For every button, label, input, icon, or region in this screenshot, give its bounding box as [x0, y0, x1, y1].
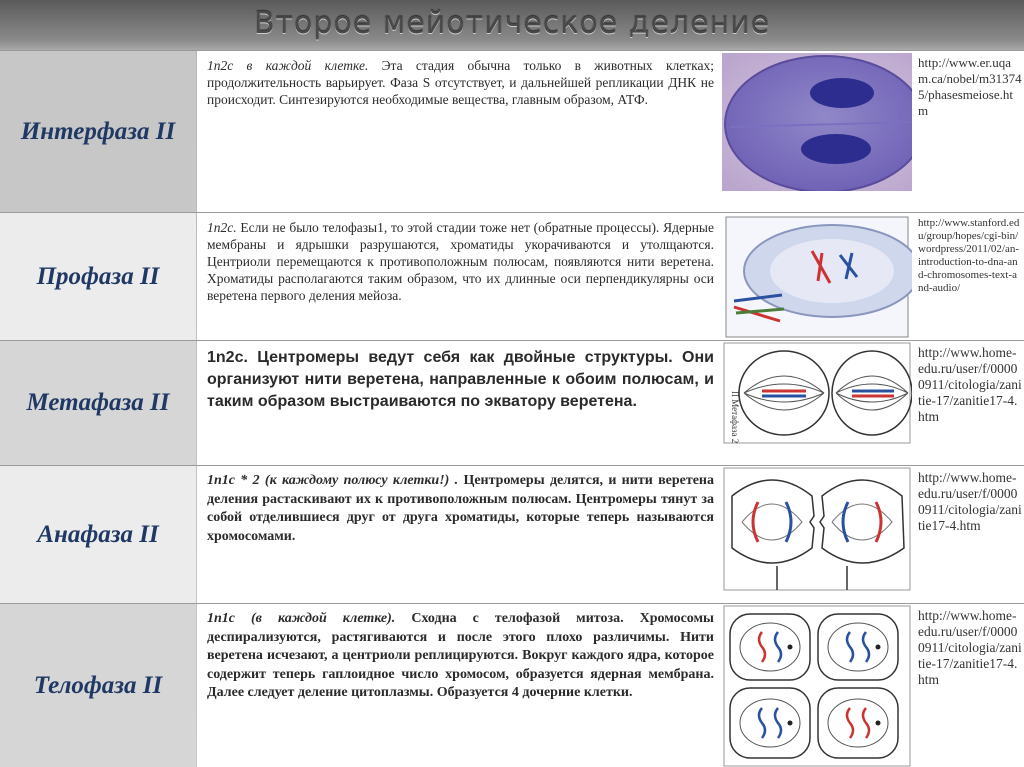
image-label: II Метафаза 2: [730, 391, 740, 444]
phase-name: Интерфаза II: [0, 51, 196, 212]
phase-description: [197, 466, 722, 603]
table-row: [0, 212, 1024, 340]
interphase-micrograph: [722, 51, 912, 212]
phase-formula: 1n2c.: [207, 349, 248, 366]
phase-text: Центромеры ведут себя как двойные структуры. Они организуют нити веретена, направленные к обоим полюсам, и таким образом выстраиваются по экватору веретена.: [207, 349, 714, 410]
phase-name: Метафаза II: [0, 341, 196, 465]
phase-formula: 1n2c в каждой клетке.: [207, 58, 369, 73]
phase-text: Эта стадия обычна только в животных клетках; продолжительность варьирует. Фаза S отсутствует, и дальнейшей репликации ДНК не происходит. Синтезируются необходимые вещества, главным образом, АТФ.: [207, 58, 714, 107]
phase-name: Анафаза II: [0, 466, 196, 603]
metaphase-diagram: [722, 341, 912, 465]
phase-description: [197, 341, 722, 465]
phase-name: Профаза II: [0, 213, 196, 340]
phase-description: [197, 213, 722, 340]
telophase-diagram: [722, 604, 912, 767]
phase-formula: 1n2c.: [207, 220, 237, 235]
source-link[interactable]: http://www.home-edu.ru/user/f/00000911/citologia/zanitie17-4.htm: [912, 466, 1024, 603]
source-link[interactable]: http://www.home-edu.ru/user/f/00000911/citologia/zanitie-17/zanitie17-4.htm: [912, 604, 1024, 767]
phase-formula: 1n1c (в каждой клетке).: [207, 611, 396, 626]
source-link[interactable]: http://www.er.uqam.ca/nobel/m313745/phasesmeiose.htm: [912, 51, 1024, 212]
anaphase-diagram: [722, 466, 912, 603]
phase-text: Сходна с телофазой митоза. Хромосомы деспирализуются, растягиваются и после этого плохо различимы. Нити веретена исчезают, а центриоли реплицируются. Вокруг каждого ядра, которое содержит теперь гаплоидное число хромосом, образуется ядерная мембрана. Далее следует деление цитоплазмы. Образуется 4 дочерние клетки.: [207, 611, 714, 700]
prophase-diagram: [722, 213, 912, 340]
source-link[interactable]: http://www.stanford.edu/group/hopes/cgi-bin/wordpress/2011/02/an-introduction-to-dna-and-chromosomes-text-and-audio/: [912, 213, 1024, 340]
phase-name: Телофаза II: [0, 604, 196, 767]
table-row: [0, 340, 1024, 465]
phase-description: [197, 604, 722, 767]
phase-text: Центромеры делятся, и нити веретена деления растаскивают их к противоположным полюсам. Центромеры тянут за собой отделившиеся друг от друга хроматиды, которые теперь называются хромосомами.: [207, 473, 714, 544]
table-row: [0, 603, 1024, 767]
slide-title: Второе мейотическое деление: [253, 6, 771, 41]
table-row: [0, 50, 1024, 212]
source-link[interactable]: http://www.home-edu.ru/user/f/00000911/citologia/zanitie-17/zanitie17-4.htm: [912, 341, 1024, 465]
table-row: [0, 465, 1024, 603]
phase-formula: 1n1c * 2 (к каждому полюсу клетки!) .: [207, 473, 459, 488]
phase-description: [197, 51, 722, 212]
phase-text: Если не было телофазы1, то этой стадии тоже нет (обратные процессы). Ядерные мембраны и ядрышки разрушаются, хроматиды укорачиваются и утолщаются. Центриоли перемещаются к противоположным полюсам, появляются нити веретена. Хроматиды располагаются таким образом, что их длинные оси перпендикулярны оси веретена первого деления мейоза.: [207, 220, 714, 303]
meiosis-table: [0, 50, 1024, 767]
